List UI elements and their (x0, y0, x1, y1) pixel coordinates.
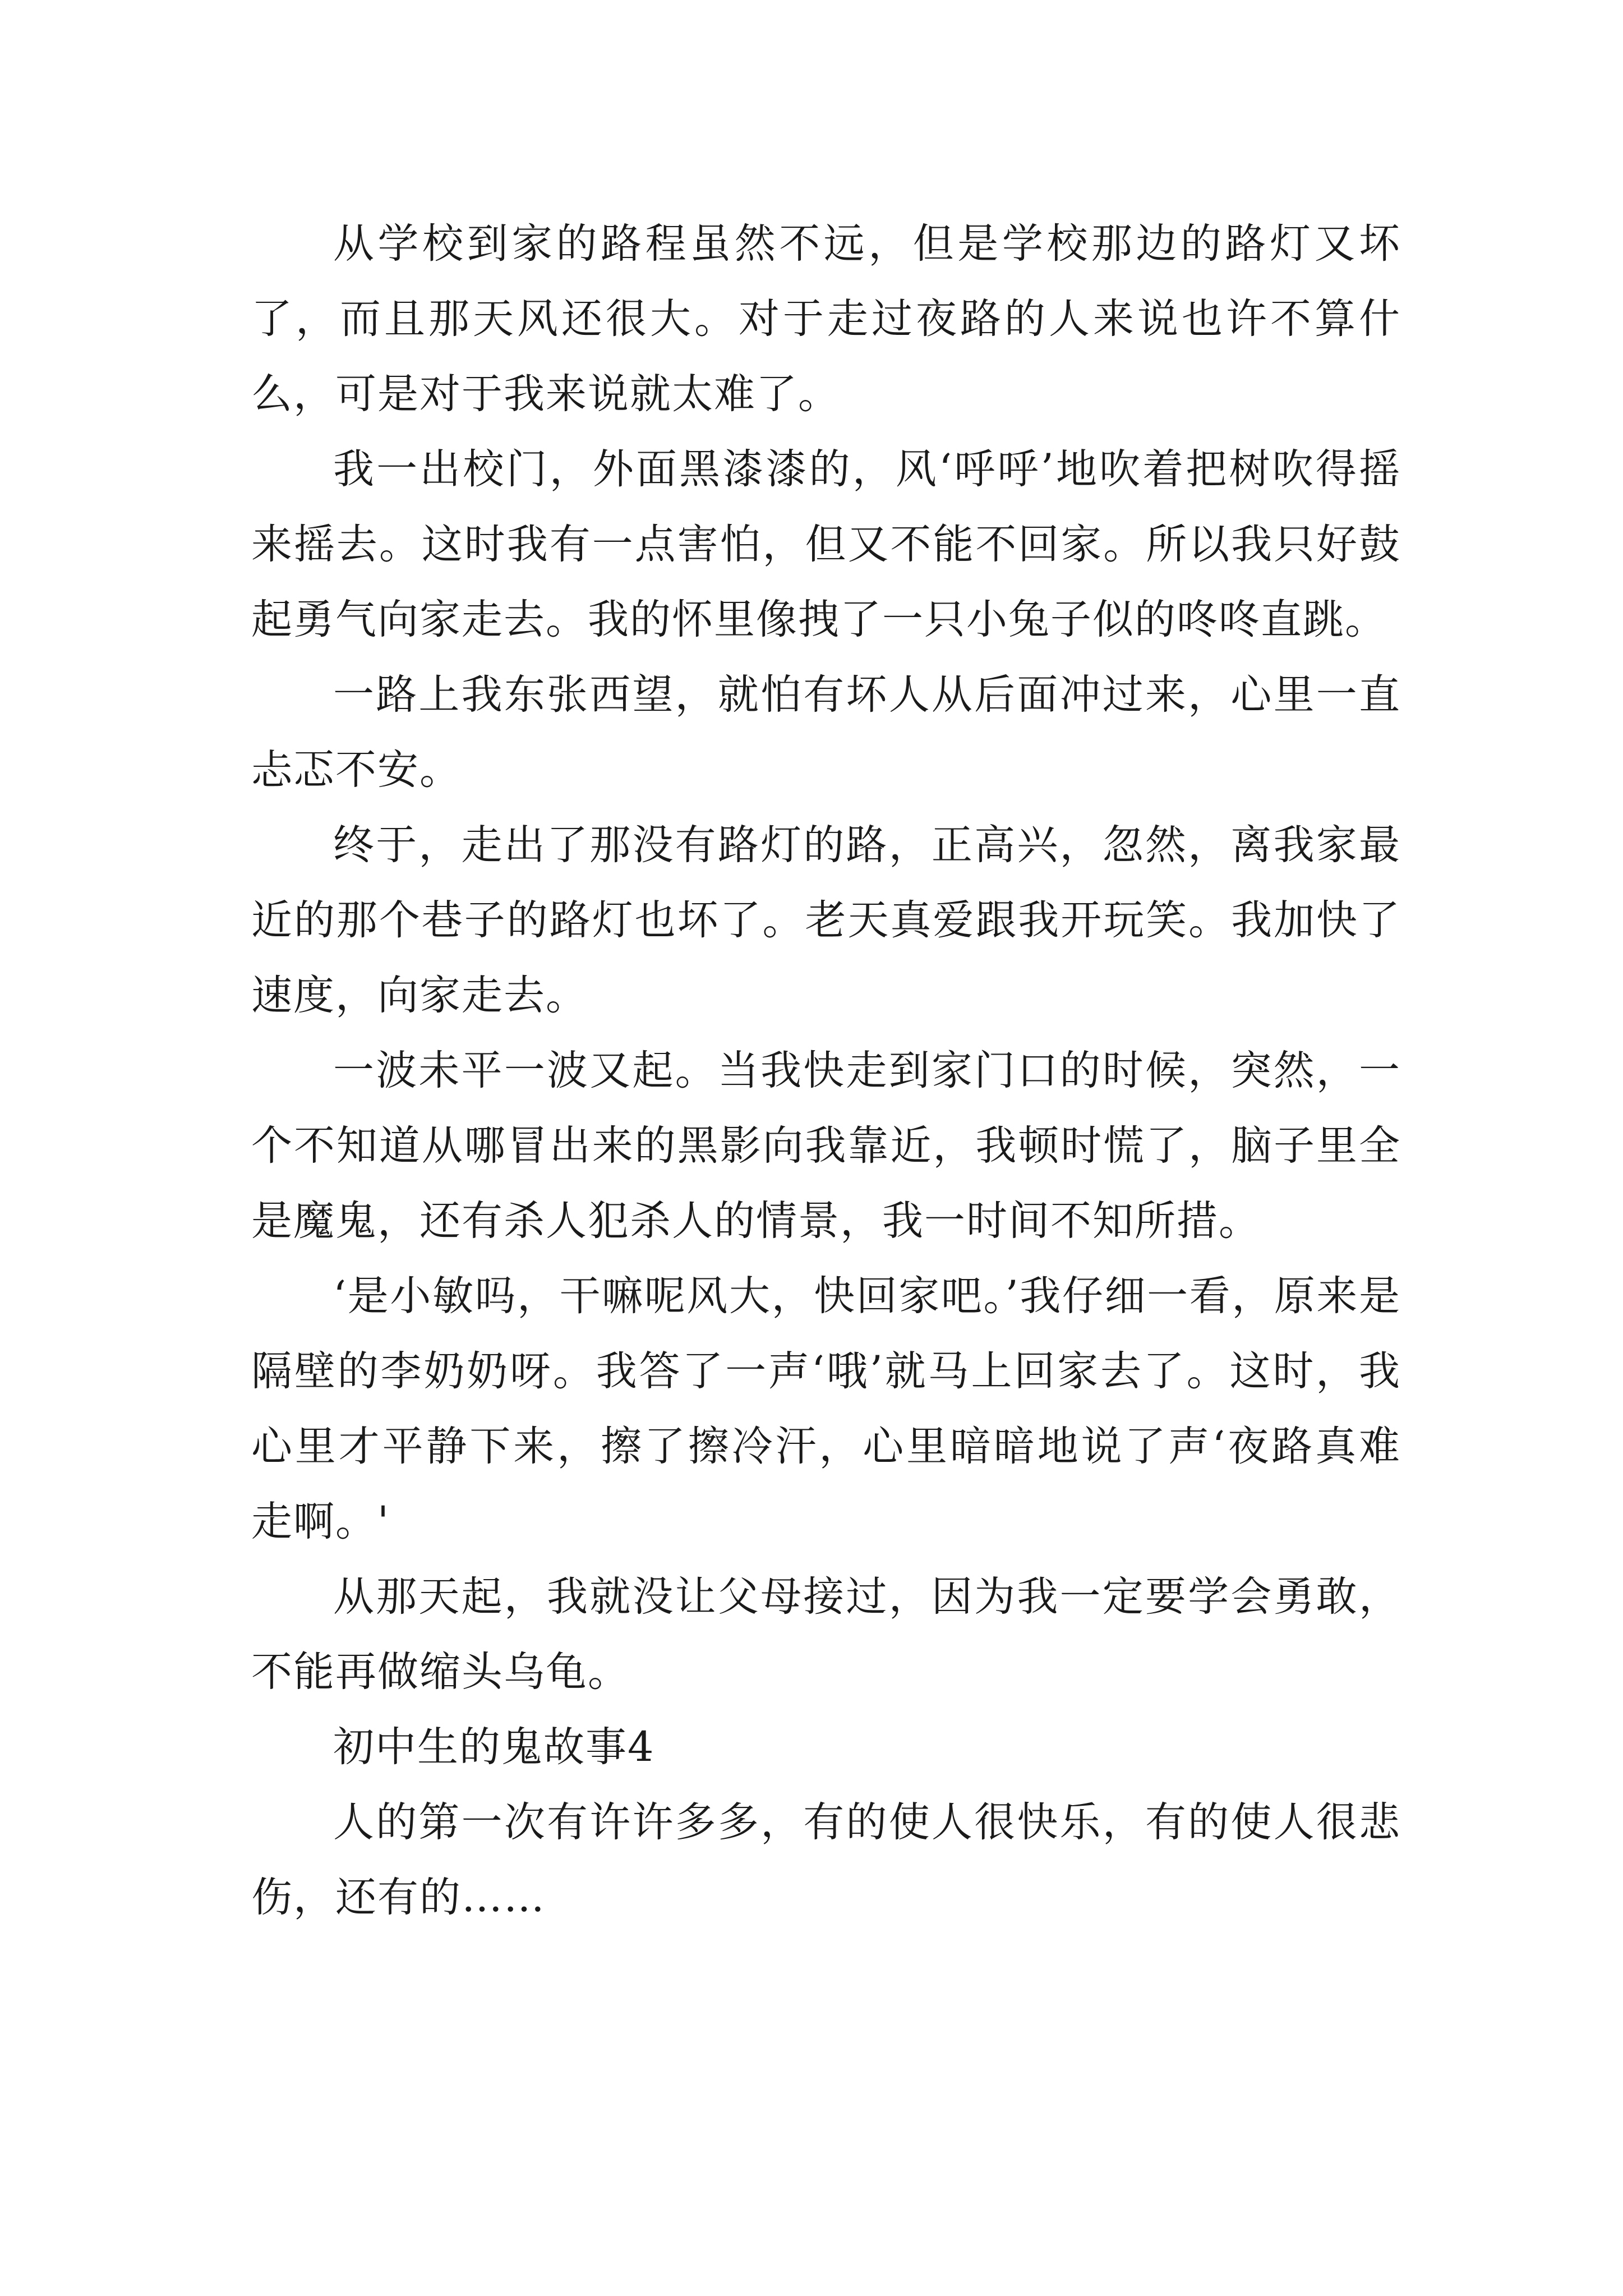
paragraph: 终于，走出了那没有路灯的路，正高兴，忽然，离我家最近的那个巷子的路灯也坏了。老天真爱跟我开玩笑。我加快了速度，向家走去。 (251, 821, 1401, 1019)
paragraph: 一路上我东张西望，就怕有坏人从后面冲过来，心里一直忐忑不安。 (251, 671, 1401, 794)
paragraph: 一波未平一波又起。当我快走到家门口的时候，突然，一个不知道从哪冒出来的黑影向我靠近，我顿时慌了，脑子里全是魔鬼，还有杀人犯杀人的情景，我一时间不知所措。 (251, 1047, 1401, 1245)
paragraph: ‘是小敏吗，干嘛呢风大，快回家吧。’我仔细一看，原来是隔壁的李奶奶呀。我答了一声‘哦’就马上回家去了。这时，我心里才平静下来，擦了擦冷汗，心里暗暗地说了声‘夜路真难走啊。' (251, 1272, 1401, 1545)
paragraph: 人的第一次有许许多多，有的使人很快乐，有的使人很悲伤，还有的…… (251, 1798, 1401, 1921)
paragraph: 我一出校门，外面黑漆漆的，风‘呼呼’地吹着把树吹得摇来摇去。这时我有一点害怕，但又不能不回家。所以我只好鼓起勇气向家走去。我的怀里像拽了一只小兔子似的咚咚直跳。 (251, 445, 1401, 643)
section-heading: 初中生的鬼故事4 (333, 1723, 655, 1771)
paragraph: 从学校到家的路程虽然不远，但是学校那边的路灯又坏了，而且那天风还很大。对于走过夜路的人来说也许不算什么，可是对于我来说就太难了。 (251, 220, 1401, 418)
document-body (251, 206, 1401, 1935)
paragraph: 从那天起，我就没让父母接过，因为我一定要学会勇敢，不能再做缩头乌龟。 (251, 1573, 1401, 1696)
